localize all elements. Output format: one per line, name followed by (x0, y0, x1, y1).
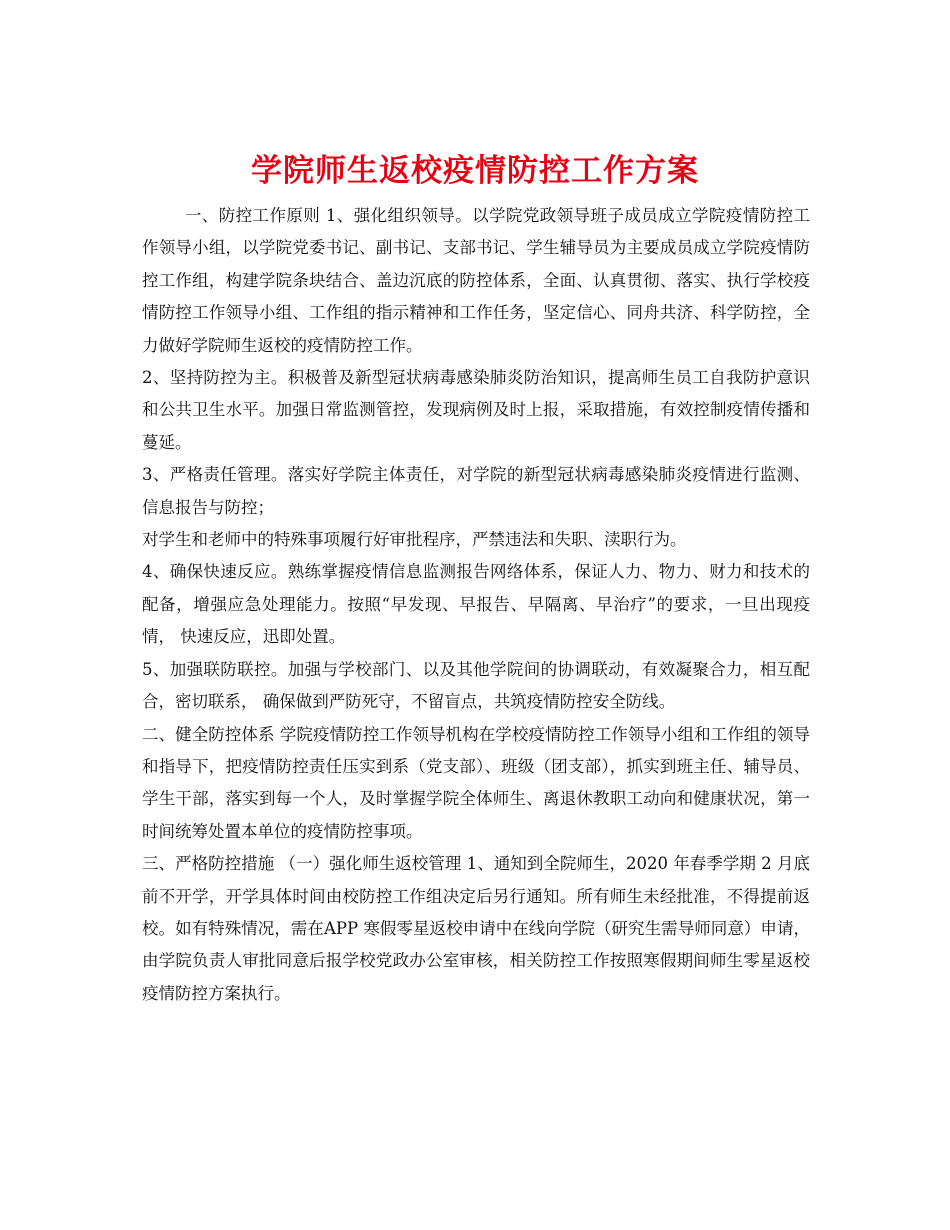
paragraph-rapid-response: 4、确保快速反应。熟练掌握疫情信息监测报告网络体系，保证人力、物力、财力和技术的配备，增强应急处理能力。按照“早发现、早报告、早隔离、早治疗”的要求，一旦出现疫情， 快速反应，迅即处置。 (142, 562, 810, 647)
document-title: 学院师生返校疫情防控工作方案 (251, 152, 699, 189)
paragraph-approval: 对学生和老师中的特殊事项履行好审批程序，严禁违法和失职、渎职行为。 (142, 530, 687, 550)
paragraph-responsibility: 3、严格责任管理。落实好学院主体责任，对学院的新型冠状病毒感染肺炎疫情进行监测、信息报告与防控； (142, 465, 810, 517)
document-body (142, 200, 810, 1010)
paragraph-system: 二、健全防控体系 学院疫情防控工作领导机构在学校疫情防控工作领导小组和工作组的领导和指导下，把疫情防控责任压实到系（党支部）、班级（团支部），抓实到班主任、辅导员、学生干部，落实到每一个人，及时掌握学院全体师生、离退休教职工动向和健康状况，第一时间统筹处置本单位的疫情防控事项。 (142, 724, 810, 841)
paragraph-joint-control: 5、加强联防联控。加强与学校部门、以及其他学院间的协调联动，有效凝聚合力，相互配合，密切联系， 确保做到严防死守，不留盲点，共筑疫情防控安全防线。 (142, 659, 810, 712)
paragraph-measures: 三、严格防控措施 （一）强化师生返校管理 1、通知到全院师生，2020 年春季学期 2 月底前不开学，开学具体时间由校防控工作组决定后另行通知。所有师生未经批准，不得提前返校。如有特殊情况，需在APP 寒假零星返校申请中在线向学院（研究生需导师同意）申请，由学院负责人审批同意后报学校党政办公室审核，相关防控工作按照寒假期间师生零星返校疫情防控方案执行。 (142, 854, 810, 1003)
paragraph-principles: 一、防控工作原则 1、强化组织领导。以学院党政领导班子成员成立学院疫情防控工作领导小组，以学院党委书记、副书记、支部书记、学生辅导员为主要成员成立学院疫情防控工作组，构建学院条块结合、盖边沉底的防控体系，全面、认真贯彻、落实、执行学校疫情防控工作领导小组、工作组的指示精神和工作任务，坚定信心、同舟共济、科学防控，全力做好学院师生返校的疫情防控工作。 (142, 206, 810, 355)
paragraph-prevention: 2、坚持防控为主。积极普及新型冠状病毒感染肺炎防治知识，提高师生员工自我防护意识和公共卫生水平。加强日常监测管控，发现病例及时上报，采取措施，有效控制疫情传播和蔓延。 (142, 368, 810, 452)
